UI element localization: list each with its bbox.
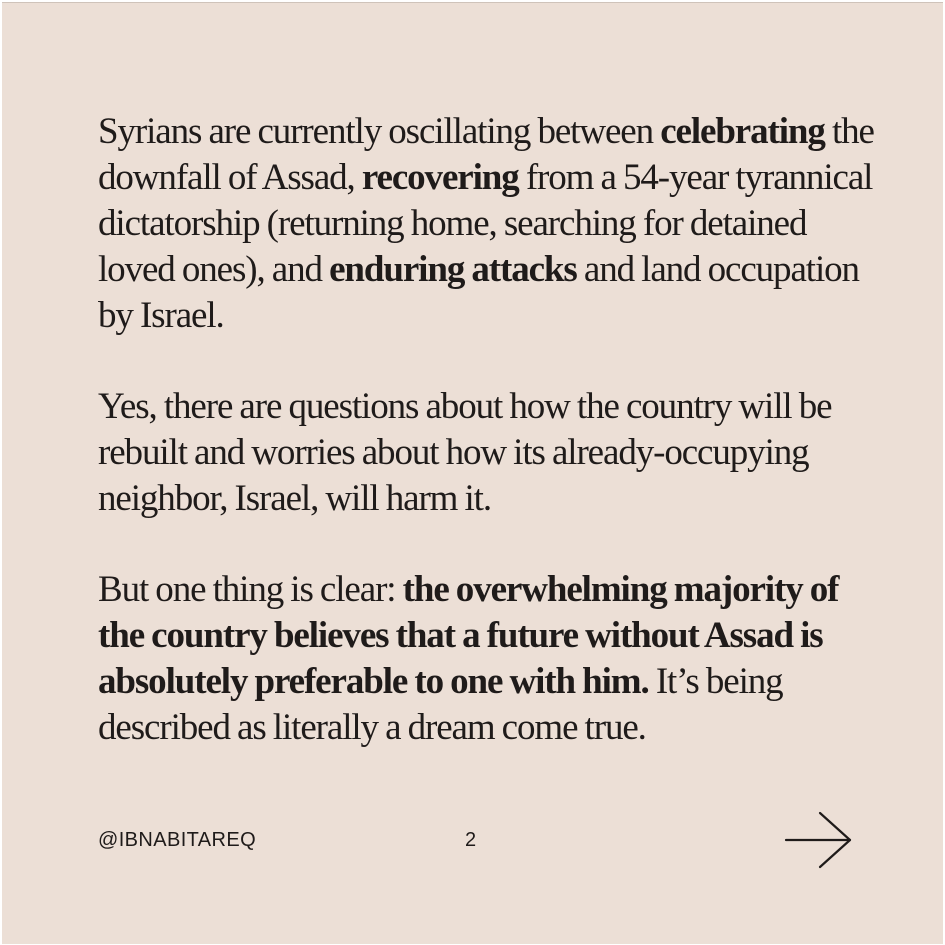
- bold-text-run: enduring attacks: [329, 249, 577, 290]
- bold-text-run: celebrating: [660, 111, 825, 152]
- slide-body: [98, 109, 888, 751]
- paragraph-3: [98, 567, 888, 751]
- paragraph-1: [98, 109, 888, 339]
- text-run: Syrians are currently oscillating between: [98, 111, 661, 152]
- account-handle: @IBNABITAREQ: [98, 829, 257, 851]
- paragraph-2: [98, 384, 888, 522]
- text-run: But one thing is clear:: [98, 569, 403, 610]
- bold-text-run: the overwhelming majority of the country believes that a future without Assad is absolutely preferable to one with him.: [98, 569, 839, 702]
- text-run: from a 54-year tyrannical dictatorship (returning home, searching for detained loved ones), and: [98, 157, 873, 290]
- text-run: the downfall of Assad,: [98, 111, 874, 198]
- bold-text-run: recovering: [361, 157, 519, 198]
- text-run: It’s being described as literally a dream come true.: [98, 661, 783, 748]
- text-run: Yes, there are questions about how the country will be rebuilt and worries about how its already-occupying neighbor, Israel, will harm it.: [98, 386, 832, 519]
- arrow-right-icon[interactable]: [784, 810, 854, 870]
- page-number: 2: [465, 829, 477, 851]
- text-run: and land occupation by Israel.: [98, 249, 859, 336]
- post-slide: [2, 2, 943, 944]
